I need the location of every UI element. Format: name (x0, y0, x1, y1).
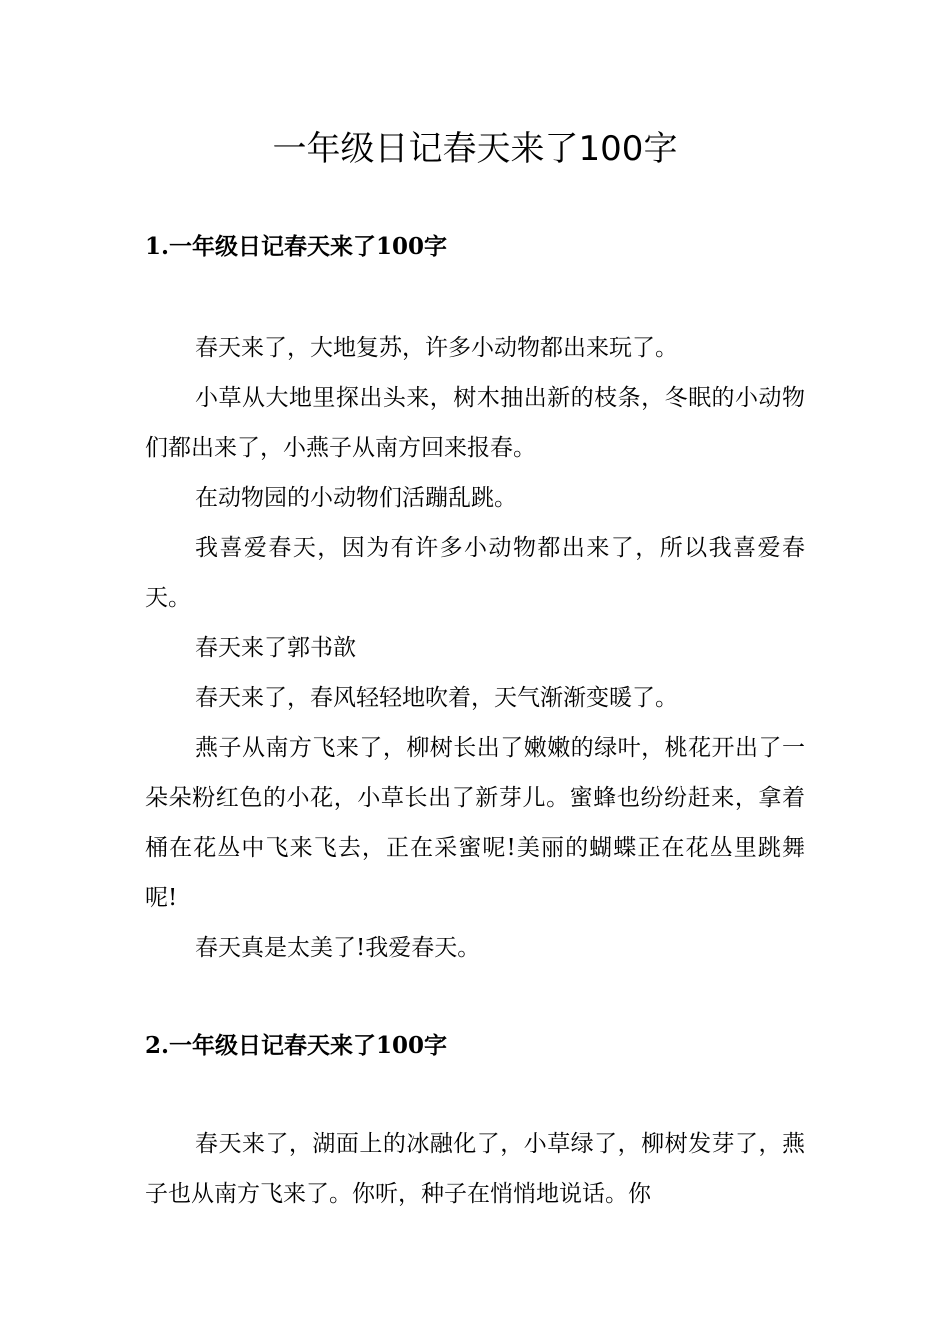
paragraph: 春天来了，春风轻轻地吹着，天气渐渐变暖了。 (195, 685, 678, 711)
paragraph: 春天来了，大地复苏，许多小动物都出来玩了。 (195, 335, 678, 361)
paragraph: 燕子从南方飞来了，柳树长出了嫩嫩的绿叶，桃花开出了一朵朵粉红色的小花，小草长出了新芽儿。蜜蜂也纷纷赶来，拿着桶在花丛中飞来飞去，正在采蜜呢!美丽的蝴蝶正在花丛里跳舞呢! (145, 735, 805, 911)
section-heading-2: 2.一年级日记春天来了100字 (145, 1032, 448, 1059)
paragraph: 春天来了，湖面上的冰融化了，小草绿了，柳树发芽了，燕子也从南方飞来了。你听，种子在悄悄地说话。你 (145, 1131, 805, 1207)
paragraph: 春天真是太美了!我爱春天。 (195, 935, 481, 961)
section-heading-1: 1.一年级日记春天来了100字 (145, 233, 448, 260)
paragraph: 春天来了郭书歆 (195, 635, 356, 661)
paragraph: 我喜爱春天，因为有许多小动物都出来了，所以我喜爱春天。 (145, 535, 805, 611)
paragraph: 在动物园的小动物们活蹦乱跳。 (195, 485, 517, 511)
document-title: 一年级日记春天来了100字 (272, 129, 678, 169)
paragraph: 小草从大地里探出头来，树木抽出新的枝条，冬眠的小动物们都出来了，小燕子从南方回来报春。 (145, 385, 805, 461)
